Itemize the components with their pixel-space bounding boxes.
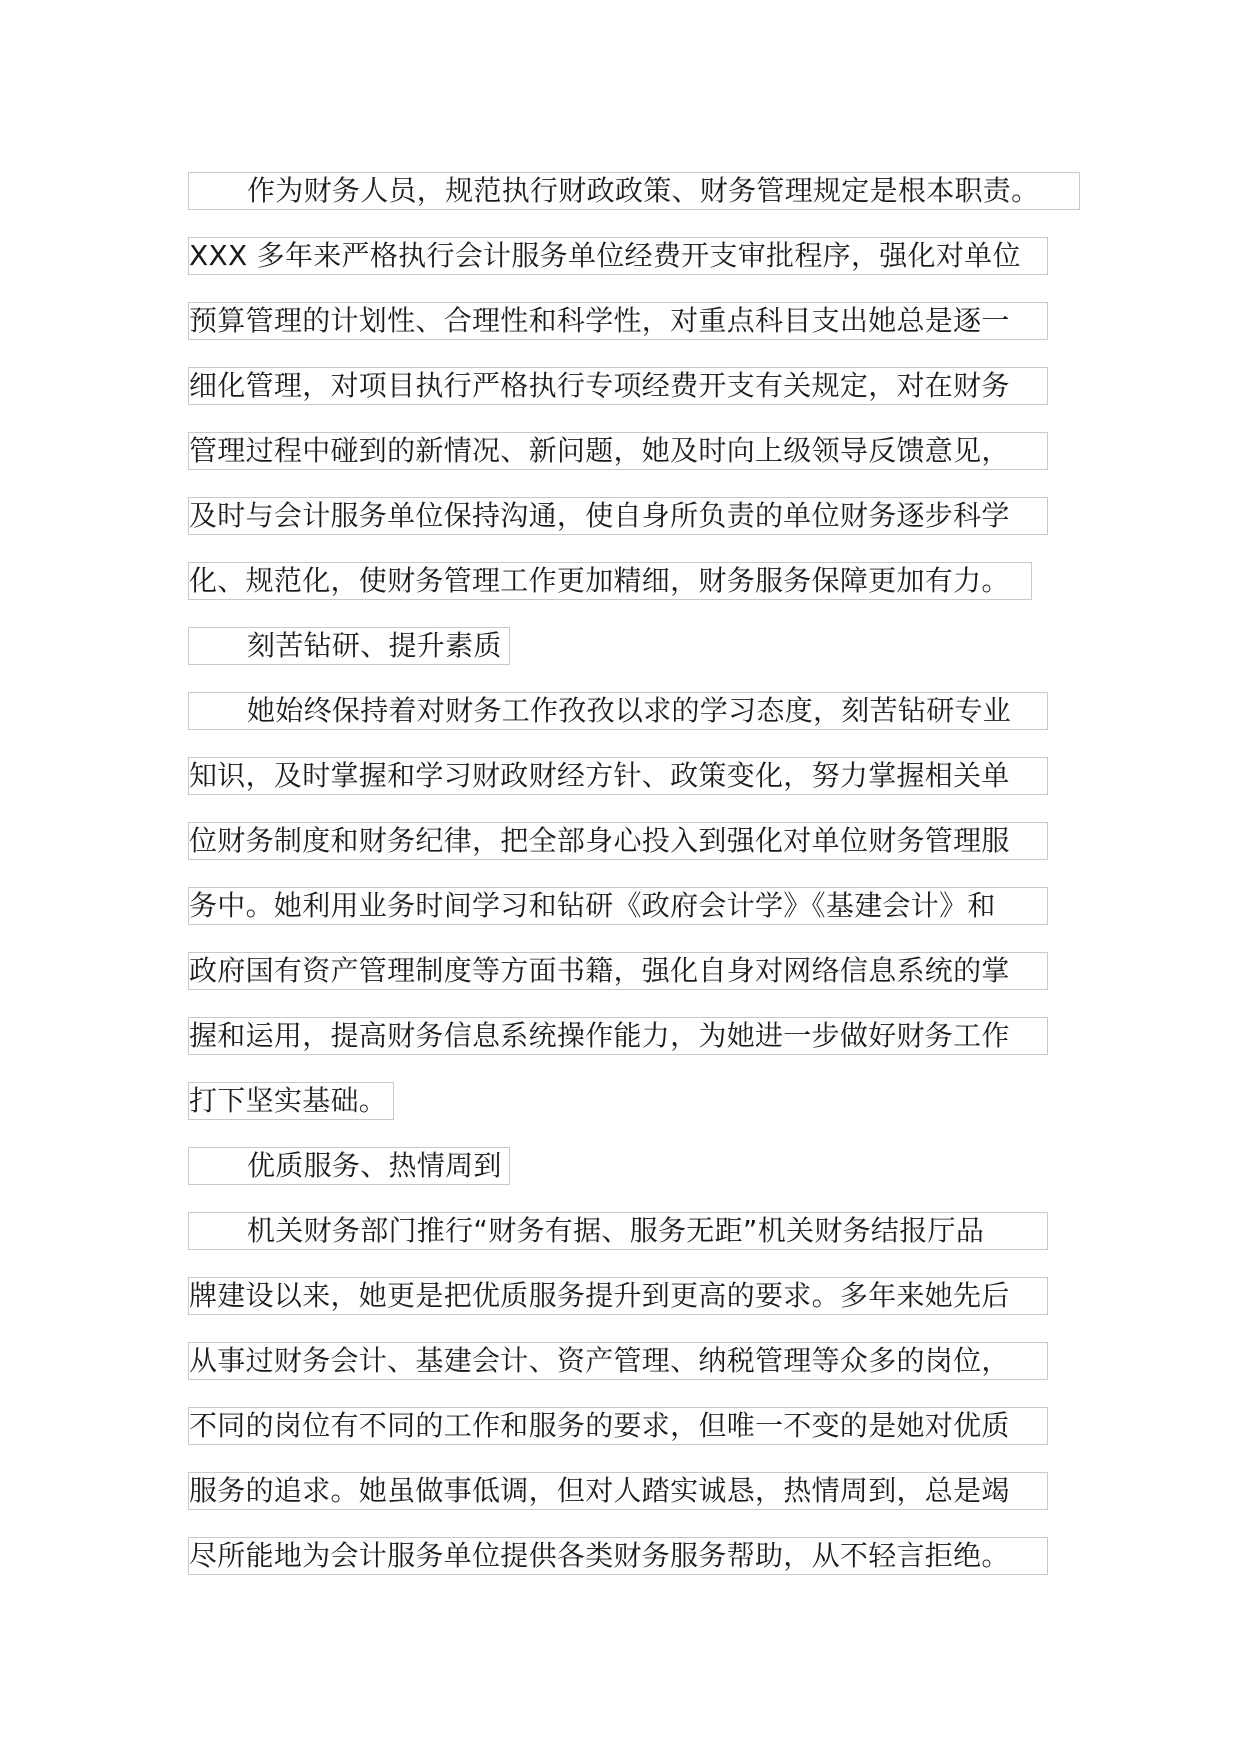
paragraph-3-line-5: 服务的追求。她虽做事低调，但对人踏实诚恳，热情周到，总是竭 (188, 1472, 1048, 1510)
paragraph-3-line-6: 尽所能地为会计服务单位提供各类财务服务帮助，从不轻言拒绝。 (188, 1537, 1048, 1575)
paragraph-1-line-1: 作为财务人员，规范执行财政政策、财务管理规定是根本职责。 (188, 172, 1080, 210)
paragraph-3-line-4: 不同的岗位有不同的工作和服务的要求，但唯一不变的是她对优质 (188, 1407, 1048, 1445)
paragraph-1-line-5: 管理过程中碰到的新情况、新问题，她及时向上级领导反馈意见， (188, 432, 1048, 470)
paragraph-2-line-5: 政府国有资产管理制度等方面书籍，强化自身对网络信息系统的掌 (188, 952, 1048, 990)
section-heading-2: 优质服务、热情周到 (188, 1147, 510, 1185)
paragraph-1-line-7: 化、规范化，使财务管理工作更加精细，财务服务保障更加有力。 (188, 562, 1032, 600)
paragraph-2-line-4: 务中。她利用业务时间学习和钻研《政府会计学》《基建会计》和 (188, 887, 1048, 925)
paragraph-2-line-1: 她始终保持着对财务工作孜孜以求的学习态度，刻苦钻研专业 (188, 692, 1048, 730)
paragraph-3-line-3: 从事过财务会计、基建会计、资产管理、纳税管理等众多的岗位， (188, 1342, 1048, 1380)
paragraph-1-line-6: 及时与会计服务单位保持沟通，使自身所负责的单位财务逐步科学 (188, 497, 1048, 535)
paragraph-1-line-2: XXX 多年来严格执行会计服务单位经费开支审批程序，强化对单位 (188, 237, 1048, 275)
paragraph-1-line-4: 细化管理，对项目执行严格执行专项经费开支有关规定，对在财务 (188, 367, 1048, 405)
paragraph-1-line-3: 预算管理的计划性、合理性和科学性，对重点科目支出她总是逐一 (188, 302, 1048, 340)
paragraph-2-line-6: 握和运用，提高财务信息系统操作能力，为她进一步做好财务工作 (188, 1017, 1048, 1055)
paragraph-2-line-3: 位财务制度和财务纪律，把全部身心投入到强化对单位财务管理服 (188, 822, 1048, 860)
paragraph-2-line-2: 知识，及时掌握和学习财政财经方针、政策变化，努力掌握相关单 (188, 757, 1048, 795)
paragraph-3-line-2: 牌建设以来，她更是把优质服务提升到更高的要求。多年来她先后 (188, 1277, 1048, 1315)
paragraph-3-line-1: 机关财务部门推行“财务有据、服务无距”机关财务结报厅品 (188, 1212, 1048, 1250)
section-heading-1: 刻苦钻研、提升素质 (188, 627, 510, 665)
paragraph-2-line-7: 打下坚实基础。 (188, 1082, 394, 1120)
